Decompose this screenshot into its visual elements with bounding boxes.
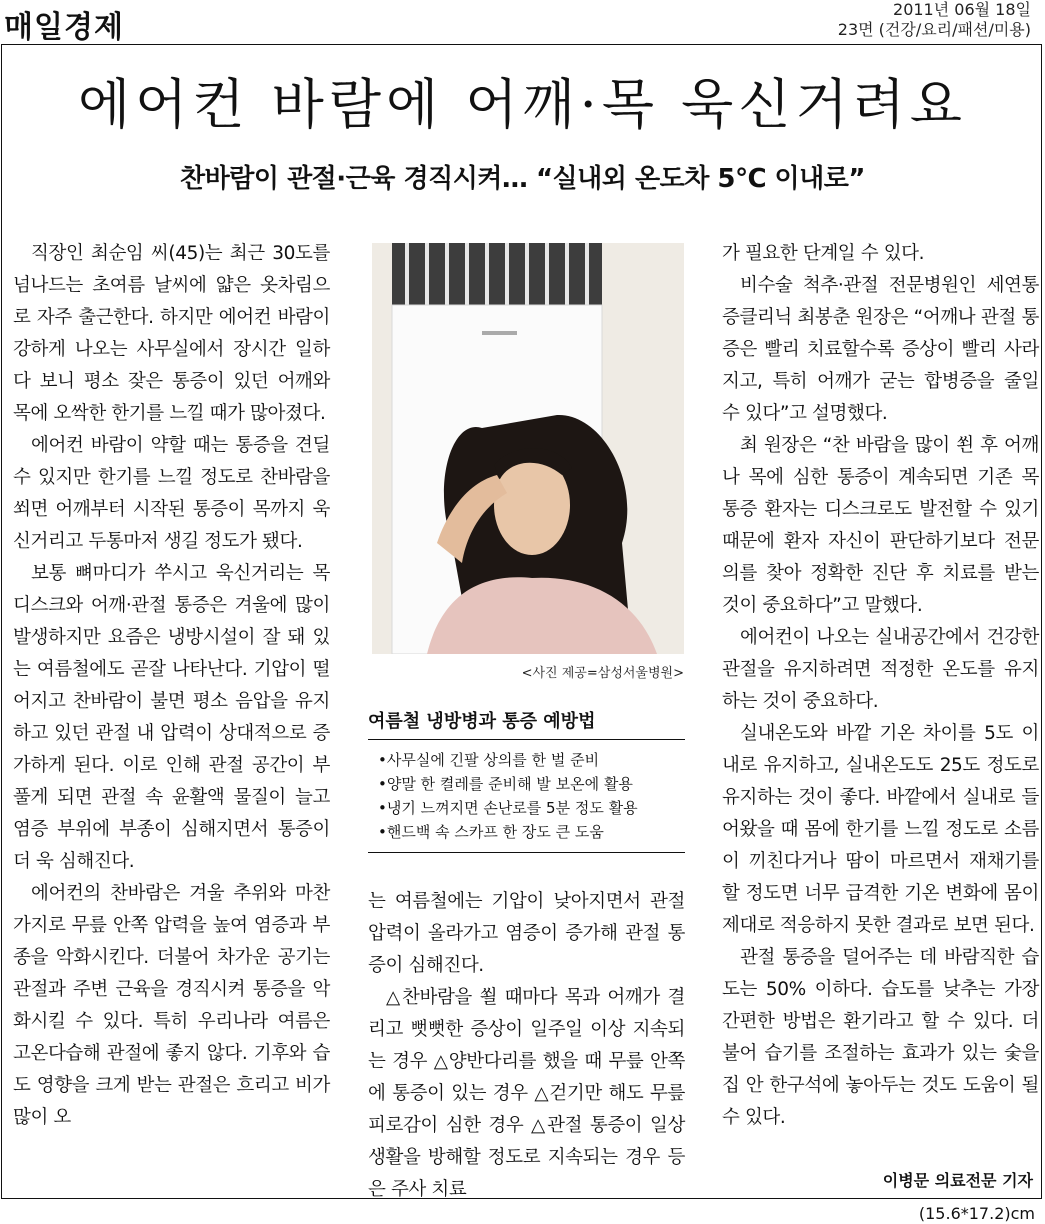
paragraph: △찬바람을 쐴 때마다 목과 어깨가 결리고 뻣뻣한 증상이 일주일 이상 지속되는 경우 △양반다리를 했을 때 무릎 안쪽에 통증이 있는 경우 △걷기만 해도 무릎 피로감이 심한 경우 △관절 통증이 일상생활을 방해할 정도로 지속되는 경우 등은 주사 치료 <box>368 987 685 1200</box>
paragraph: 실내온도와 바깥 기온 차이를 5도 이내로 유지하고, 실내온도도 25도 정도로 유지하는 것이 좋다. 바깥에서 실내로 들어왔을 때 몸에 한기를 느낄 정도로 소름이 끼친다거나 땀이 마르면서 재채기를 할 정도면 너무 급격한 기온 변화에 몸이 제대로 적응하지 못한 결과로 보면 된다. <box>722 723 1039 936</box>
tip-list <box>368 748 685 853</box>
paragraph: 비수술 척추·관절 전문병원인 세연통증클리닉 최봉춘 원장은 “어깨나 관절 통증은 빨리 치료할수록 증상이 빨리 사라지고, 특히 어깨가 굳는 합병증을 줄일 수 있다”고 설명했다. <box>722 275 1039 424</box>
tip-item: •냉기 느껴지면 손난로를 5분 정도 활용 <box>378 799 638 817</box>
issue-section: 23면 (건강/요리/패션/미용) <box>837 20 1031 39</box>
clipping-size: (15.6*17.2)cm <box>918 1204 1035 1223</box>
article-column-2 <box>368 886 685 1206</box>
tip-item: •핸드백 속 스카프 한 장도 큰 도움 <box>378 823 604 841</box>
article-photo <box>372 243 684 654</box>
article-column-1 <box>13 238 330 1134</box>
tip-item: •양말 한 켤레를 준비해 발 보온에 활용 <box>378 775 633 793</box>
paragraph: 관절 통증을 덜어주는 데 바람직한 습도는 50% 이하다. 습도를 낮추는 가장 간편한 방법은 환기라고 할 수 있다. 더불어 습기를 조절하는 효과가 있는 숯을 집 안 한구석에 놓아두는 것도 도움이 될 수 있다. <box>722 947 1039 1128</box>
paragraph: 에어컨의 찬바람은 겨울 추위와 마찬가지로 무릎 안쪽 압력을 높여 염증과 부종을 악화시킨다. 더불어 차가운 공기는 관절과 주변 근육을 경직시켜 통증을 악화시킬 수 있다. 특히 우리나라 여름은 고온다습해 관절에 좋지 않다. 기후와 습도 영향을 크게 받는 관절은 흐리고 비가 많이 오 <box>13 883 330 1128</box>
paragraph: 직장인 최순임 씨(45)는 최근 30도를 넘나드는 초여름 날씨에 얇은 옷차림으로 자주 출근한다. 하지만 에어컨 바람이 강하게 나오는 사무실에서 장시간 일하다 보니 평소 잦은 통증이 있던 어깨와 목에 오싹한 한기를 느낄 때가 많아졌다. <box>13 243 330 424</box>
article-column-3 <box>722 238 1039 1134</box>
paragraph: 는 여름철에는 기압이 낮아지면서 관절 압력이 올라가고 염증이 증가해 관절 통증이 심해진다. <box>368 891 685 976</box>
paragraph: 가 필요한 단계일 수 있다. <box>722 243 925 264</box>
paragraph: 보통 뼈마디가 쑤시고 욱신거리는 목 디스크와 어깨·관절 통증은 겨울에 많이 발생하지만 요즘은 냉방시설이 잘 돼 있는 여름철에도 곧잘 나타난다. 기압이 떨어지고 찬바람이 불면 평소 음압을 유지하고 있던 관절 내 압력이 상대적으로 증가하게 된다. 이로 인해 관절 공간이 부풀게 되면 관절 속 윤활액 물질이 늘고 염증 부위에 부종이 심해지면서 통증이 더 욱 심해진다. <box>13 563 330 872</box>
issue-meta <box>838 0 1031 40</box>
headline: 에어컨 바람에 어깨·목 욱신거려요 <box>78 73 967 136</box>
paragraph: 에어컨이 나오는 실내공간에서 건강한 관절을 유지하려면 적정한 온도를 유지하는 것이 중요하다. <box>722 627 1039 712</box>
tip-box-title: 여름철 냉방병과 통증 예방법 <box>368 707 685 740</box>
tip-item: •사무실에 긴팔 상의를 한 벌 준비 <box>378 751 600 769</box>
photo-caption: <사진 제공=삼성서울병원> <box>521 666 684 681</box>
photo-illustration <box>372 243 684 654</box>
masthead-logo: 매일경제 <box>4 10 124 45</box>
subhead: 찬바람이 관절·근육 경직시켜… “실내외 온도차 5℃ 이내로” <box>180 164 865 194</box>
paragraph: 최 원장은 “찬 바람을 많이 쐰 후 어깨나 목에 심한 통증이 계속되면 기존 목 통증 환자는 디스크로도 발전할 수 있기 때문에 환자 자신이 판단하기보다 전문의를 찾아 정확한 진단 후 치료를 받는 것이 중요하다”고 말했다. <box>722 435 1039 616</box>
issue-date: 2011년 06월 18일 <box>893 0 1031 19</box>
byline: 이병문 의료전문 기자 <box>882 1171 1033 1190</box>
paragraph: 에어컨 바람이 약할 때는 통증을 견딜 수 있지만 한기를 느낄 정도로 찬바람을 쐬면 어깨부터 시작된 통증이 목까지 욱신거리고 두통마저 생길 정도가 됐다. <box>13 435 330 552</box>
tip-box <box>368 707 685 853</box>
